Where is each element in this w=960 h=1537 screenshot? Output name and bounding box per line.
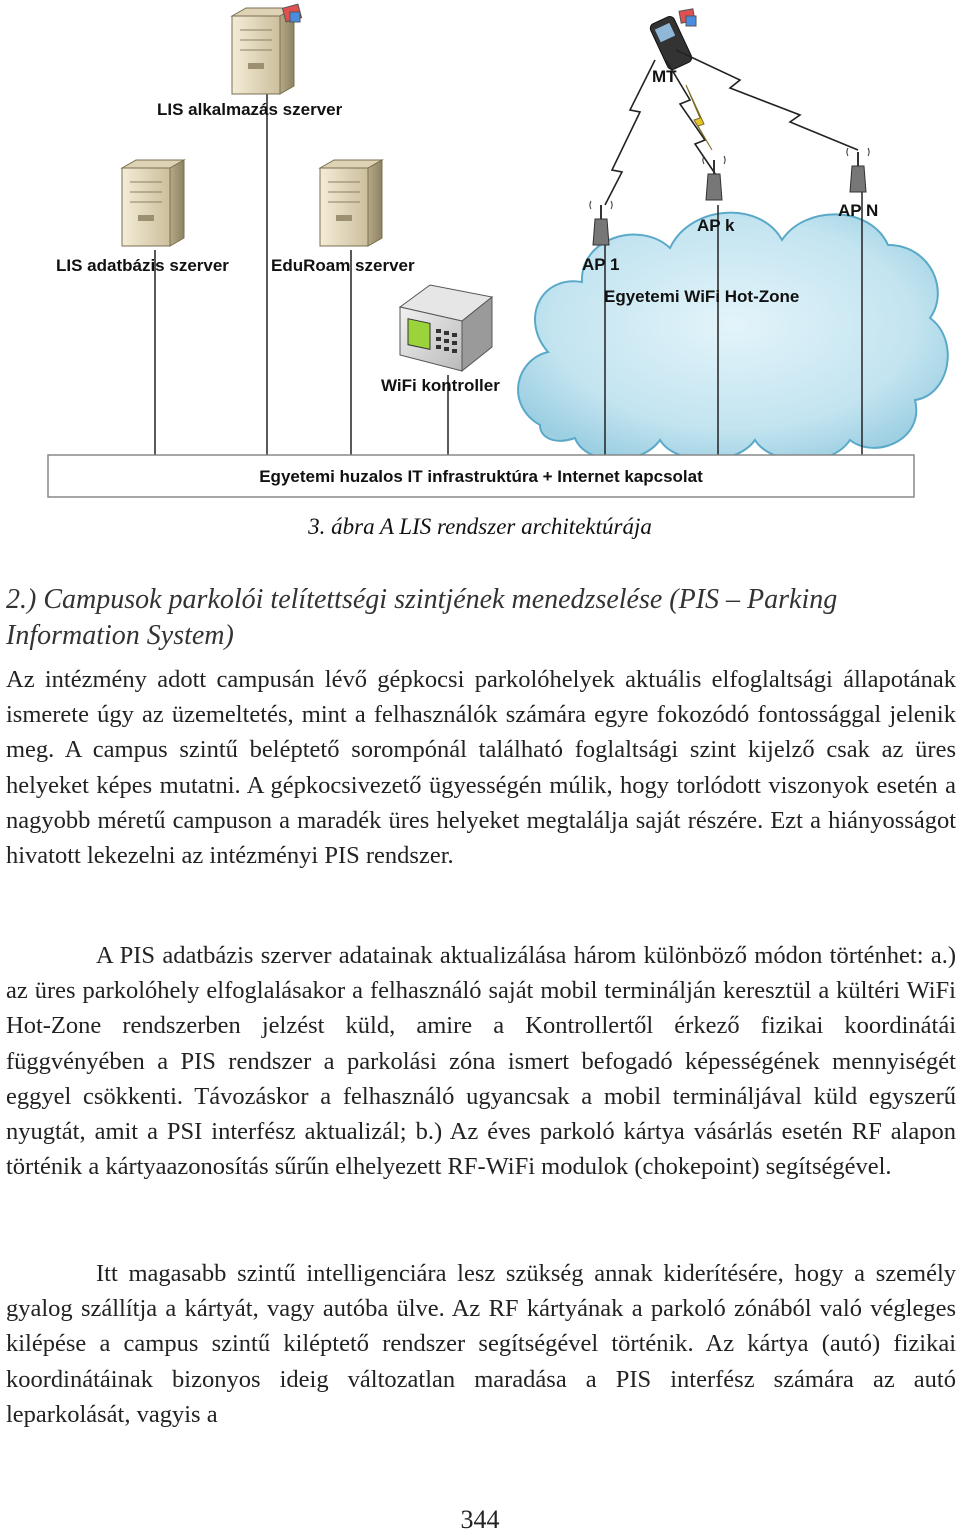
eduroam-server-icon: [320, 160, 382, 246]
apk-antenna-icon: [703, 156, 725, 200]
lis-app-server-label: LIS alkalmazás szerver: [157, 100, 343, 119]
paragraph-1: Az intézmény adott campusán lévő gépkocsi parkolóhelyek aktuális elfoglaltsági állapotának ismerete úgy az üzemeltetés, mint a felhasználók számára egyre fokozódó fontossággal jelenik meg. A campus szintű beléptető sorompónál található foglaltsági szint kijelző csak az üres helyeket képes mutatni. A gépkocsivezető ügyességén múlik, hogy torlódott viszonyok esetén a nagyobb méretű campuson a maradék üres helyeket megtalálja saját részére. Ezt a hiányosságot hivatott lekezelni az intézményi PIS rendszer.: [6, 666, 956, 870]
infrastructure-label: Egyetemi huzalos IT infrastruktúra + Internet kapcsolat: [259, 467, 703, 486]
ap1-antenna-icon: [590, 201, 612, 245]
mt-label: MT: [652, 67, 677, 86]
hotzone-cloud: [518, 213, 948, 461]
hotzone-label: Egyetemi WiFi Hot-Zone: [604, 287, 800, 306]
wifi-controller-label: WiFi kontroller: [381, 376, 500, 395]
lis-app-server-icon: [232, 4, 302, 94]
page-number: 344: [460, 1505, 500, 1534]
lis-db-server-label: LIS adatbázis szerver: [56, 256, 229, 275]
paragraph-2: A PIS adatbázis szerver adatainak aktualizálása három különböző módon történhet: a.) az üres parkolóhely elfoglalásakor a felhasználó saját mobil terminálján keresztül a kültéri WiFi Hot-Zone rendszerben jelzést küld, amire a Kontrollertől érkező fizikai koordinátái függvényében a PIS rendszer a parkolási zóna ismert befogadó képességének mennyiségét eggyel csökkenti. Távozáskor a felhasználó ugyancsak a mobil termináljával küld egyszerű nyugtát, amit a PSI interfész aktualizál; b.) Az éves parkoló kártya vásárlás esetén RF alapon történik a kártyaazonosítás sűrűn elhelyezett RF-WiFi modulok (chokepoint) segítségével.: [6, 942, 956, 1181]
ap1-label: AP 1: [582, 255, 620, 274]
section-heading: 2.) Campusok parkolói telítettségi szintjének menedzselése (PIS – Parking Information System): [6, 584, 838, 651]
mobile-terminal-icon: [649, 9, 696, 71]
paragraph-3: Itt magasabb szintű intelligenciára lesz szükség annak kiderítésére, hogy a személy gyalog szállítja a kártyát, vagy autóba ülve. Az RF kártyának a parkoló zónából való végleges kilépése a campus szintű kiléptető rendszer segítségével történik. Az kártya (autó) fizikai koordinátáinak bizonyos ideig változatlan maradása a PIS interfész számára az autó leparkolását, vagyis a: [6, 1260, 956, 1428]
eduroam-server-label: EduRoam szerver: [271, 256, 415, 275]
wifi-controller-icon: [400, 285, 492, 371]
apn-label: AP N: [838, 201, 879, 220]
figure-caption: 3. ábra A LIS rendszer architektúrája: [308, 514, 652, 539]
apn-antenna-icon: [847, 148, 869, 192]
architecture-figure: [0, 0, 960, 515]
apk-label: AP k: [697, 216, 735, 235]
radio-links: [605, 50, 858, 205]
lis-db-server-icon: [122, 160, 184, 246]
